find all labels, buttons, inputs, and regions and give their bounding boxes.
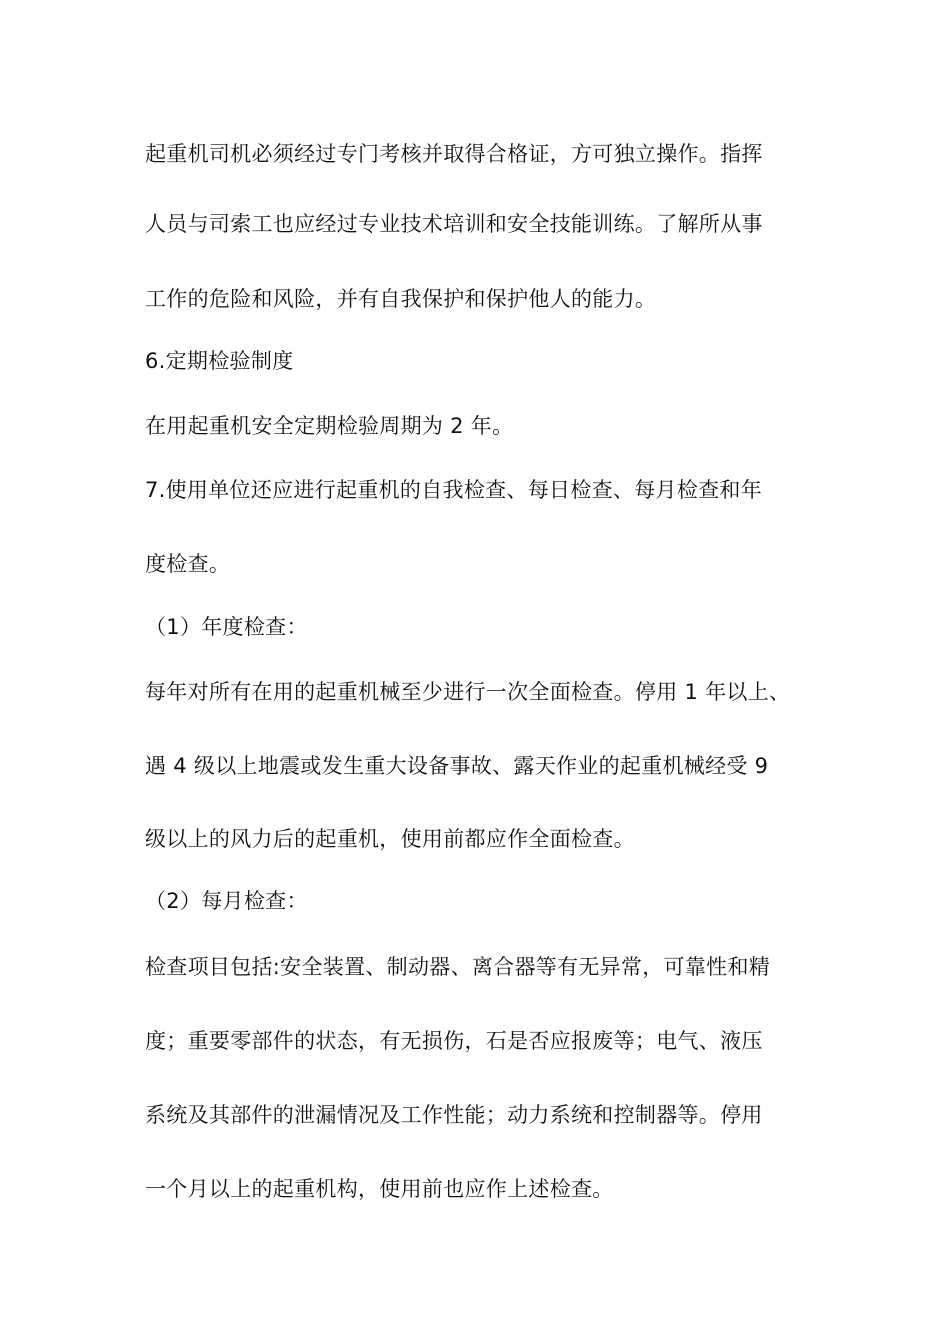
text-line-5: 在用起重机安全定期检验周期为 2 年。 [145,414,514,438]
section-heading-6: 6.定期检验制度 [145,349,294,373]
subheading-annual-check: （1）年度检查： [145,615,308,639]
text-line-3: 工作的危险和风险，并有自我保护和保护他人的能力。 [145,287,657,311]
text-line-10: 遇 4 级以上地震或发生重大设备事故、露天作业的起重机械经受 9 [145,754,769,778]
section-heading-7: 7.使用单位还应进行起重机的自我检查、每日检查、每月检查和年 [145,478,763,502]
text-line-15: 系统及其部件的泄漏情况及工作性能；动力系统和控制器等。停用 [145,1103,763,1127]
text-line-13: 检查项目包括:安全装置、制动器、离合器等有无异常，可靠性和精 [145,955,771,979]
text-line-16: 一个月以上的起重机构，使用前也应作上述检查。 [145,1177,614,1201]
subheading-monthly-check: （2）每月检查： [145,889,308,913]
text-line-7: 度检查。 [145,552,231,576]
text-line-11: 级以上的风力后的起重机，使用前都应作全面检查。 [145,827,635,851]
text-line-1: 起重机司机必须经过专门考核并取得合格证，方可独立操作。指挥 [145,142,763,166]
text-line-9: 每年对所有在用的起重机械至少进行一次全面检查。停用 1 年以上、 [145,680,791,704]
text-line-14: 度；重要零部件的状态，有无损伤，石是否应报废等；电气、液压 [145,1029,763,1053]
text-line-2: 人员与司索工也应经过专业技术培训和安全技能训练。了解所从事 [145,212,763,236]
